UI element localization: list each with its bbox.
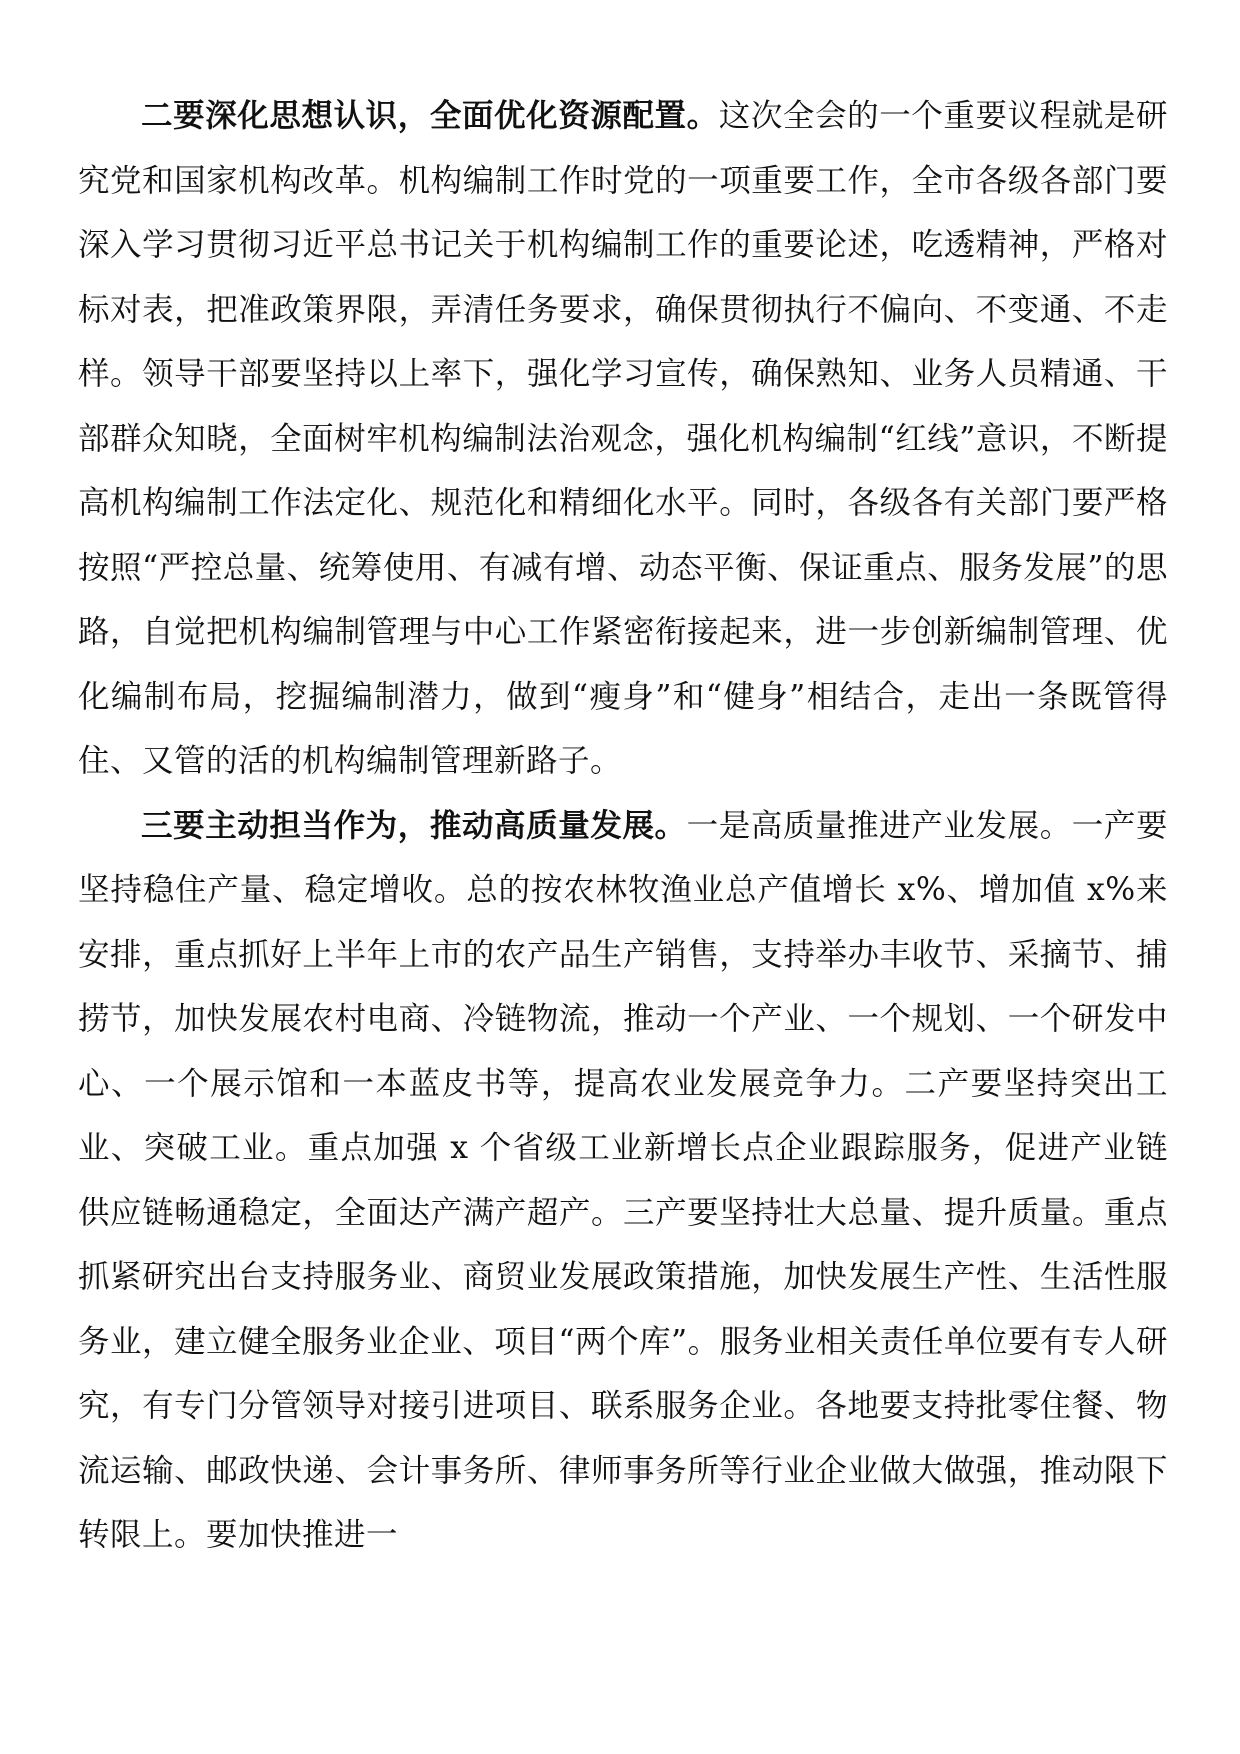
paragraph-resource-allocation xyxy=(78,84,1168,794)
paragraph-heading: 二要深化思想认识，全面优化资源配置。 xyxy=(141,98,719,134)
paragraph-high-quality-development xyxy=(78,794,1168,1568)
document-body xyxy=(78,84,1168,1568)
paragraph-text: 一是高质量推进产业发展。一产要坚持稳住产量、稳定增收。总的按农林牧渔业总产值增长 x%、增加值 x%来安排，重点抓好上半年上市的农产品生产销售，支持举办丰收节、采摘节、捕捞节，加快发展农村电商、冷链物流，推动一个产业、一个规划、一个研发中心、一个展示馆和一本蓝皮书等，提高农业发展竞争力。二产要坚持突出工业、突破工业。重点加强 x 个省级工业新增长点企业跟踪服务，促进产业链供应链畅通稳定，全面达产满产超产。三产要坚持壮大总量、提升质量。重点抓紧研究出台支持服务业、商贸业发展政策措施，加快发展生产性、生活性服务业，建立健全服务业企业、项目“两个库”。服务业相关责任单位要有专人研究，有专门分管领导对接引进项目、联系服务企业。各地要支持批零住餐、物流运输、邮政快递、会计事务所、律师事务所等行业企业做大做强，推动限下转限上。要加快推进一 xyxy=(78,807,1168,1553)
paragraph-text: 这次全会的一个重要议程就是研究党和国家机构改革。机构编制工作时党的一项重要工作，全市各级各部门要深入学习贯彻习近平总书记关于机构编制工作的重要论述，吃透精神，严格对标对表，把准政策界限，弄清任务要求，确保贯彻执行不偏向、不变通、不走样。领导干部要坚持以上率下，强化学习宣传，确保熟知、业务人员精通、干部群众知晓，全面树牢机构编制法治观念，强化机构编制“红线”意识，不断提高机构编制工作法定化、规范化和精细化水平。同时，各级各有关部门要严格按照“严控总量、统筹使用、有减有增、动态平衡、保证重点、服务发展”的思路，自觉把机构编制管理与中心工作紧密衔接起来，进一步创新编制管理、优化编制布局，挖掘编制潜力，做到“瘦身”和“健身”相结合，走出一条既管得住、又管的活的机构编制管理新路子。 xyxy=(78,98,1168,779)
paragraph-heading: 三要主动担当作为，推动高质量发展。 xyxy=(141,807,687,844)
